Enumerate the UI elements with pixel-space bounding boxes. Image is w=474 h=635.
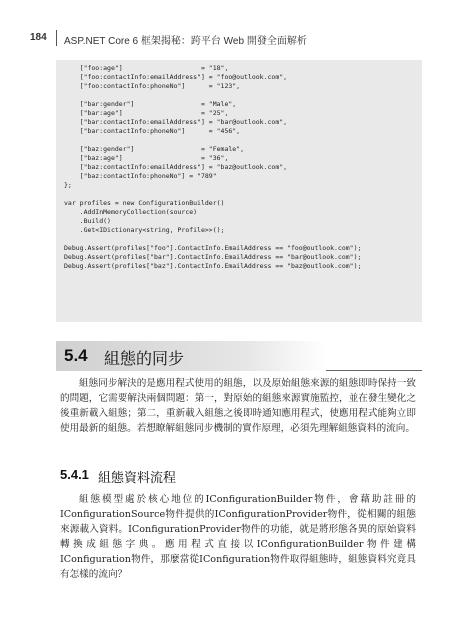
subsection-heading — [60, 467, 420, 487]
code-line: ["bar:gender"] = "Male", — [64, 100, 237, 108]
book-title: ASP.NET Core 6 框架揭秘：跨平台 Web 開發全面解析 — [64, 36, 307, 47]
code-line: .Get<IDictionary<string, Profile>>(); — [64, 226, 225, 234]
section-heading — [56, 341, 422, 371]
header-divider — [56, 30, 57, 46]
code-line: Debug.Assert(profiles["foo"].ContactInfo.EmailAddress == "foo@outlook.com"); — [64, 244, 362, 252]
code-line: Debug.Assert(profiles["bar"].ContactInfo.EmailAddress == "bar@outlook.com"); — [64, 253, 362, 261]
code-line: ["bar:age"] = "25", — [64, 109, 229, 117]
page-header — [30, 30, 450, 50]
section-heading-background — [56, 341, 326, 371]
code-line — [64, 136, 416, 145]
code-line: ["foo:age"] = "18", — [64, 64, 229, 72]
code-line: var profiles = new ConfigurationBuilder() — [64, 199, 225, 207]
code-line — [64, 190, 416, 199]
subsection-paragraph: 組態模型處於核心地位的IConfigurationBuilder物件，會藉助註冊的IConfigurationSource物件提供的IConfigurationProvider物件，從相關的組態來源載入資料。IConfigurationProvider物件的功能，就是將形態各異的原始資料轉換成組態字典。應用程式直接以IConfigurationBuilder物件建構IConfiguration物件，那麼當從IConfiguration物件取得組態時，組態資料究竟具有怎樣的流向？ — [60, 494, 416, 580]
code-line: .AddInMemoryCollection(source) — [64, 208, 198, 216]
code-line: ["baz:age"] = "36", — [64, 154, 229, 162]
subsection-title: 組態資料流程 — [98, 470, 177, 485]
code-block — [56, 60, 422, 322]
code-line: }; — [64, 181, 72, 189]
code-line: ["bar:contactInfo:emailAddress"] = "bar@outlook.com", — [64, 118, 288, 126]
section-paragraph: 組態同步解決的是應用程式使用的組態，以及原始組態來源的組態即時保持一致的問題，它需要解決兩個問題：第一，對原始的組態來源實施監控，並在發生變化之後重新載入組態；第二，重新載入組態之後即時通知應用程式，使應用程式能夠立即使用最新的組態。若想瞭解組態同步機制的實作原理，必須先理解組態資料的流向。 — [60, 378, 416, 434]
code-line — [64, 91, 416, 100]
section-title: 組態的同步 — [104, 351, 185, 368]
code-line: .Build() — [64, 217, 111, 225]
code-line: ["foo:contactInfo:phoneNo"] = "123", — [64, 82, 241, 90]
page-number: 184 — [30, 32, 47, 43]
code-lines — [64, 64, 416, 271]
code-line: ["baz:contactInfo:phoneNo"] = "789" — [64, 172, 217, 180]
code-line: Debug.Assert(profiles["baz"].ContactInfo.EmailAddress == "baz@outlook.com"); — [64, 262, 362, 270]
section-number: 5.4 — [64, 346, 88, 365]
code-line — [64, 235, 416, 244]
code-line: ["baz:contactInfo:emailAddress"] = "baz@outlook.com", — [64, 163, 288, 171]
code-line: ["bar:contactInfo:phoneNo"] = "456", — [64, 127, 241, 135]
code-line: ["baz:gender"] = "Female", — [64, 145, 245, 153]
subsection-number: 5.4.1 — [60, 467, 89, 482]
code-line: ["foo:contactInfo:emailAddress"] = "foo@outlook.com", — [64, 73, 288, 81]
